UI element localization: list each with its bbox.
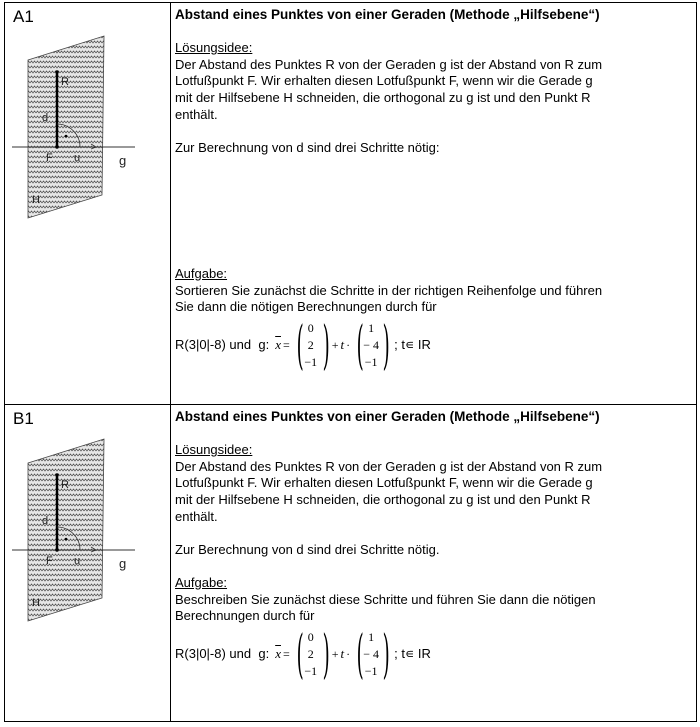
parameter-t: t xyxy=(340,337,345,353)
formula-suffix: ; t∊ IR xyxy=(394,337,431,353)
vector-x: $\overline{x}$ xyxy=(275,337,281,353)
vector-component: 1 xyxy=(368,630,375,645)
idea-line: enthält. xyxy=(175,508,218,524)
direction-vector: ( 1 − 4 −1 ) xyxy=(356,624,390,685)
svg-text:u: u xyxy=(74,152,81,164)
steps-text: Zur Berechnung von d sind drei Schritte nötig. xyxy=(175,541,440,557)
svg-text:g: g xyxy=(119,153,127,168)
svg-text:u: u xyxy=(74,555,81,567)
idea-line: Der Abstand des Punktes R von der Geraden g ist der Abstand von R zum xyxy=(175,458,603,474)
vector-component: 2 xyxy=(307,338,314,353)
idea-line: Lotfußpunkt F. Wir erhalten diesen Lotfußpunkt F, wenn wir die Gerade g xyxy=(175,475,593,491)
parameter-t: t xyxy=(340,646,345,662)
idea-line: Der Abstand des Punktes R von der Geraden g ist der Abstand von R zum xyxy=(175,56,603,72)
idea-heading: Lösungsidee: xyxy=(175,442,253,458)
svg-text:d: d xyxy=(42,112,49,124)
idea-line: enthält. xyxy=(175,106,218,122)
row-label-a1: A1 xyxy=(13,7,34,26)
task-line: Berechnungen durch für xyxy=(175,608,315,624)
vector-component: − 4 xyxy=(363,338,380,353)
idea-line: mit der Hilfsebene H schneiden, die orthogonal zu g ist und den Punkt R xyxy=(175,89,591,105)
vector-component: −1 xyxy=(364,355,378,370)
svg-text:R: R xyxy=(61,479,69,491)
vector-component: 0 xyxy=(307,321,314,336)
task-line: Sortieren Sie zunächst die Schritte in der richtigen Reihenfolge und führen xyxy=(175,282,603,298)
row-divider xyxy=(5,404,696,405)
exercise-table xyxy=(4,2,697,722)
svg-text:F: F xyxy=(46,555,53,567)
line-equation xyxy=(175,315,693,376)
line-equation xyxy=(175,624,693,685)
task-heading: Aufgabe: xyxy=(175,266,228,281)
svg-text:H: H xyxy=(32,194,40,206)
task-line: Beschreiben Sie zunächst diese Schritte und führen Sie dann die nötigen xyxy=(175,591,596,607)
equals-sign: = xyxy=(282,338,290,353)
exercise-title: Abstand eines Punktes von einer Geraden (Methode „Hilfsebene“) xyxy=(175,409,600,424)
dot-operator: · xyxy=(346,338,351,353)
direction-vector: ( 1 − 4 −1 ) xyxy=(356,315,390,376)
plus-sign: + xyxy=(331,338,339,353)
vector-component: −1 xyxy=(364,664,378,679)
dot-operator: · xyxy=(346,647,351,662)
support-vector: ( 0 2 −1 ) xyxy=(296,624,330,685)
vector-component: −1 xyxy=(304,355,318,370)
row-label-b1: B1 xyxy=(13,409,34,428)
formula-prefix: R(3|0|-8) und g: xyxy=(175,337,270,353)
idea-line: mit der Hilfsebene H schneiden, die orthogonal zu g ist und den Punkt R xyxy=(175,491,591,507)
svg-text:d: d xyxy=(42,515,49,527)
vector-component: 2 xyxy=(307,647,314,662)
idea-heading: Lösungsidee: xyxy=(175,40,253,56)
formula-prefix: R(3|0|-8) und g: xyxy=(175,646,270,662)
formula-suffix: ; t∊ IR xyxy=(394,646,431,662)
vector-component: 1 xyxy=(368,321,375,336)
steps-text: Zur Berechnung von d sind drei Schritte nötig: xyxy=(175,139,440,155)
vector-component: − 4 xyxy=(363,647,380,662)
svg-text:H: H xyxy=(32,597,40,609)
svg-text:F: F xyxy=(46,152,53,164)
column-divider xyxy=(170,3,171,721)
exercise-a1 xyxy=(175,7,693,156)
vector-component: −1 xyxy=(304,664,318,679)
task-a1 xyxy=(175,266,693,374)
plus-sign: + xyxy=(331,647,339,662)
exercise-title: Abstand eines Punktes von einer Geraden (Methode „Hilfsebene“) xyxy=(175,7,600,22)
vector-component: 0 xyxy=(307,630,314,645)
svg-text:R: R xyxy=(61,76,69,88)
equals-sign: = xyxy=(282,647,290,662)
task-heading: Aufgabe: xyxy=(175,574,228,590)
idea-line: Lotfußpunkt F. Wir erhalten diesen Lotfußpunkt F, wenn wir die Gerade g xyxy=(175,73,593,89)
vector-x: $\overline{x}$ xyxy=(275,646,281,662)
svg-text:g: g xyxy=(119,556,127,571)
task-line: Sie dann die nötigen Berechnungen durch für xyxy=(175,299,437,315)
exercise-b1 xyxy=(175,409,693,683)
support-vector: ( 0 2 −1 ) xyxy=(296,315,330,376)
